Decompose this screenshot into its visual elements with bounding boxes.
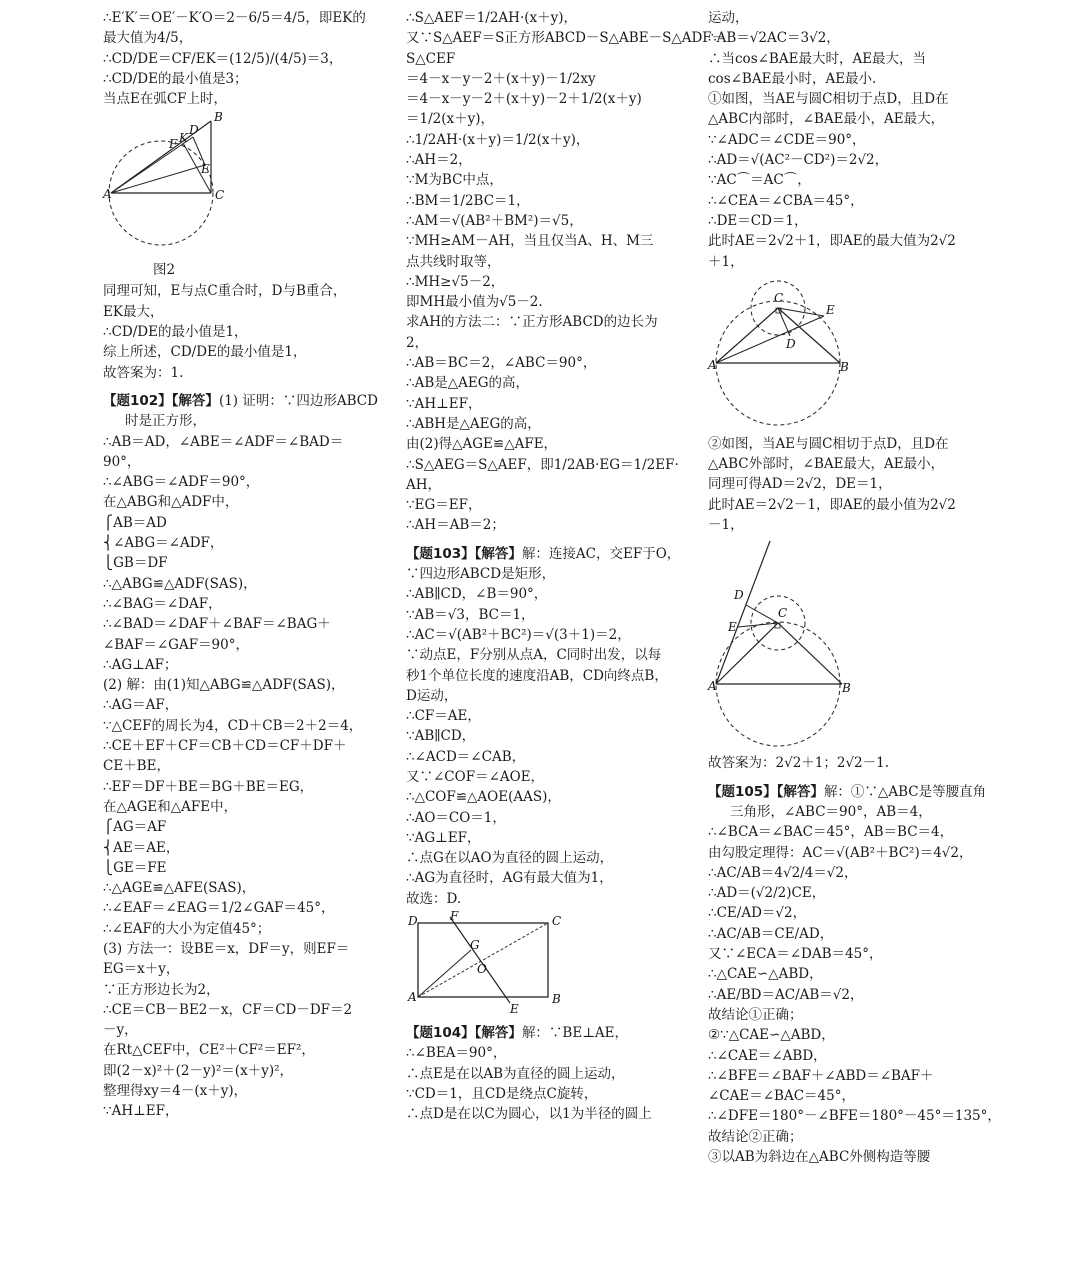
text-line: ∴△CAE∽△ABD，: [708, 966, 823, 983]
text-line: ＋1，: [708, 253, 744, 270]
text-line: ∴AE/BD＝AC/AB＝√2，: [708, 986, 864, 1003]
text-line: ∴当cos∠BAE最大时，AE最大，当: [708, 50, 927, 67]
text-line: ∵∠ADC＝∠CDE＝90°，: [708, 131, 866, 148]
text-line: ∴点D是在以C为圆心，以1为半径的圆上: [406, 1106, 652, 1123]
svg-text:D: D: [786, 336, 796, 351]
text-line: 故答案为：1.: [103, 364, 184, 381]
text-line: ∴AM＝√(AB²＋BM²)＝√5，: [406, 212, 583, 229]
text-line: ⎧AG＝AF: [103, 819, 167, 836]
text-line: ∴AB是△AEG的高，: [406, 375, 530, 392]
text-line: ∴AC＝√(AB²＋BC²)＝√(3＋1)＝2，: [406, 626, 631, 643]
svg-text:E: E: [201, 162, 210, 177]
text-line: ∵AH⊥EF，: [103, 1103, 179, 1120]
text-line: ∴AC/AB＝CE/AD，: [708, 925, 834, 942]
text-line: ∴E′K′＝OE′－K′O＝2－6/5＝4/5，即EK的: [103, 10, 366, 26]
text-line: ②∵△CAE∽△ABD，: [708, 1027, 835, 1044]
question-header: 【题103】【解答】: [406, 545, 522, 562]
svg-text:D: D: [408, 914, 418, 929]
text-line: ∴∠ACD＝∠CAB，: [406, 748, 526, 765]
svg-text:B: B: [214, 110, 223, 125]
text-line: ∵动点E，F分别从点A，C同时出发，以每: [406, 647, 662, 664]
text-line: ∴∠CEA＝∠CBA＝45°，: [708, 192, 864, 209]
text-line: 又∵∠COF＝∠AOE，: [406, 768, 545, 785]
svg-text:A: A: [708, 357, 717, 372]
text-line: ∴∠DFE＝180°－∠BFE＝180°－45°＝135°，: [708, 1108, 1001, 1125]
text-line: ∴S△AEG＝S△AEF，即1/2AB·EG＝1/2EF·: [406, 456, 679, 473]
text-line: 在Rt△CEF中，CE²＋CF²＝EF²，: [103, 1042, 315, 1059]
question-first-line: 解：∵BE⊥AE，: [521, 1025, 629, 1042]
text-line: 秒1个单位长度的速度沿AB，CD向终点B，: [406, 667, 668, 684]
text-line: 时是正方形，: [125, 413, 206, 430]
text-line: ⎩GB＝DF: [103, 555, 168, 572]
text-line: ∵AC⌒＝AC⌒，: [708, 172, 811, 189]
text-line: 此时AE＝2√2＋1，即AE的最大值为2√2: [708, 233, 956, 250]
text-line: ⎨AE＝AE，: [103, 839, 180, 856]
text-line: ∵AB＝√3，BC＝1，: [406, 606, 535, 623]
svg-text:C: C: [552, 914, 562, 929]
text-line: ∴AH＝AB＝2；: [406, 517, 505, 534]
text-line: ∵AB∥CD，: [406, 728, 476, 745]
text-line: ∠BAF＝∠GAF＝90°，: [103, 636, 249, 653]
text-line: ∴∠BFE＝∠BAF＋∠ABD＝∠BAF＋: [708, 1067, 934, 1084]
text-line: ∴∠EAF的大小为定值45°；: [103, 920, 271, 937]
text-line: 点共线时取等，: [406, 253, 501, 270]
svg-text:A: A: [103, 187, 112, 202]
text-line: ∵四边形ABCD是矩形，: [406, 566, 556, 583]
text-line: 同理可知，E与点C重合时，D与B重合，: [103, 283, 347, 300]
text-line: ∴AD＝(√2/2)CE，: [708, 885, 826, 902]
text-line: ∴AB＝√2AC＝3√2，: [708, 30, 840, 47]
text-line: ∴AD＝√(AC²－CD²)＝2√2，: [708, 152, 889, 169]
svg-text:E: E: [826, 302, 835, 317]
text-line: 由勾股定理得：AC＝√(AB²＋BC²)＝4√2，: [708, 844, 973, 861]
text-line: ＝1/2(x＋y)，: [406, 111, 495, 128]
text-line: ∴1/2AH·(x＋y)＝1/2(x＋y)，: [406, 131, 590, 148]
text-line: ∴点G在以AO为直径的圆上运动，: [406, 850, 614, 867]
text-line: ⎨∠ABG＝∠ADF，: [103, 535, 224, 552]
text-line: ∴点E是在以AB为直径的圆上运动，: [406, 1065, 625, 1082]
text-line: ∴AB＝AD，∠ABE＝∠ADF＝∠BAD＝: [103, 433, 344, 450]
svg-text:F: F: [450, 909, 459, 924]
text-line: ∴△COF≌△AOE(AAS)，: [406, 789, 561, 806]
text-line: ＝4－x－y－2＋(x＋y)－2＋1/2(x＋y): [406, 91, 642, 108]
text-line: ⎧AB＝AD: [103, 514, 167, 531]
text-line: －y，: [103, 1022, 138, 1039]
text-line: ∵AG⊥EF，: [406, 829, 481, 846]
text-line: 当点E在弧CF上时，: [103, 91, 228, 108]
svg-text:B: B: [840, 359, 849, 374]
text-line: －1，: [708, 517, 744, 534]
text-line: ∴∠BCA＝∠BAC＝45°，AB＝BC＝4，: [708, 824, 954, 841]
tangent-circle-diagram-1: [708, 278, 858, 428]
text-line: ∵EG＝EF，: [406, 497, 482, 514]
column-1: [103, 8, 381, 1122]
text-line: 又∵∠ECA＝∠DAB＝45°，: [708, 946, 883, 963]
text-line: ∴∠EAF＝∠EAG＝1/2∠GAF＝45°，: [103, 900, 335, 917]
text-line: ∴CD/DE的最小值是3；: [103, 70, 248, 87]
text-line: ②如图，当AE与圆C相切于点D，且D在: [708, 435, 949, 452]
text-line: 即(2－x)²＋(2－y)²＝(x＋y)²，: [103, 1062, 293, 1079]
text-line: ∵CD＝1，且CD是绕点C旋转，: [406, 1085, 598, 1102]
text-line: ∴△ABG≌△ADF(SAS)，: [103, 575, 257, 592]
text-line: ∴AB＝BC＝2，∠ABC＝90°，: [406, 355, 597, 372]
svg-text:C: C: [778, 606, 788, 621]
text-line: △ABC外部时，∠BAE最大，AE最小，: [708, 456, 945, 473]
text-line: 求AH的方法二：∵正方形ABCD的边长为: [406, 314, 658, 331]
text-line: ∴AC/AB＝4√2/4＝√2，: [708, 864, 858, 881]
text-line: ∴EF＝DF＋BE＝BG＋BE＝EG，: [103, 778, 314, 795]
text-line: EG＝x＋y，: [103, 961, 180, 978]
column-2: [406, 8, 726, 1125]
text-line: ∴BM＝1/2BC＝1，: [406, 192, 530, 209]
question-first-line: 解：连接AC，交EF于O，: [521, 545, 681, 562]
figure-2-circle-diagram: [103, 110, 253, 253]
text-line: ∴∠ABG＝∠ADF＝90°，: [103, 474, 260, 491]
answer-line: 故答案为：2√2＋1；2√2－1.: [708, 755, 890, 772]
rectangle-diagram: [406, 909, 566, 1017]
column-3: [708, 8, 1001, 1167]
text-line: 由(2)得△AGE≌△AFE，: [406, 436, 558, 453]
text-line: ∴CD/DE的最小值是1，: [103, 324, 248, 341]
text-line: 2，: [406, 334, 429, 351]
text-line: ∠CAE＝∠BAC＝45°，: [708, 1088, 855, 1105]
text-line: ∵MH≥AM－AH，当且仅当A、H、M三: [406, 233, 654, 250]
text-line: cos∠BAE最小时，AE最小.: [708, 70, 877, 87]
text-line: ∴∠CAE＝∠ABD，: [708, 1047, 827, 1064]
question-105-heading: [708, 782, 985, 802]
text-line: ∴CE＋EF＋CF＝CB＋CD＝CF＋DF＋: [103, 738, 347, 755]
text-line: ∵正方形边长为2，: [103, 981, 220, 998]
text-line: CE＋BE，: [103, 758, 170, 775]
text-line: ∴△AGE≌△AFE(SAS)，: [103, 880, 256, 897]
text-line: D运动，: [406, 687, 458, 704]
question-103-heading: [406, 544, 681, 564]
text-line: EK最大，: [103, 303, 164, 320]
question-header: 【题105】【解答】: [708, 783, 824, 800]
text-line: 最大值为4/5，: [103, 30, 193, 47]
text-line: ∴CF＝AE，: [406, 708, 481, 725]
question-102-heading: [103, 391, 381, 411]
text-line: ∴AG⊥AF；: [103, 656, 178, 673]
text-line: ∴AG＝AF，: [103, 697, 179, 714]
text-line: 故选：D.: [406, 890, 462, 907]
svg-text:E: E: [510, 1002, 519, 1017]
svg-text:A: A: [708, 679, 717, 694]
text-line: 此时AE＝2√2－1，即AE的最小值为2√2: [708, 496, 956, 513]
text-line: ＝4－x－y－2＋(x＋y)－1/2xy: [406, 70, 596, 87]
text-line: ∴S△AEF＝1/2AH·(x＋y)，: [406, 10, 578, 26]
text-line: ∵△CEF的周长为4，CD＋CB＝2＋2＝4，: [103, 717, 363, 734]
svg-text:A: A: [408, 990, 417, 1005]
text-line: 综上所述，CD/DE的最小值是1，: [103, 344, 307, 361]
text-line: ⎩GE＝FE: [103, 859, 167, 876]
text-line: ∴ABH是△AEG的高，: [406, 415, 541, 432]
text-line: 同理可得AD＝2√2，DE＝1，: [708, 476, 892, 493]
svg-text:B: B: [552, 992, 561, 1007]
svg-text:K: K: [179, 131, 188, 146]
text-line: ∴CE＝CB－BE2－x，CF＝CD－DF＝2: [103, 1001, 353, 1018]
question-first-line: 解：①∵△ABC是等腰直角: [823, 783, 987, 800]
text-line: 在△AGE和△AFE中，: [103, 798, 238, 815]
text-line: 整理得xy＝4－(x＋y)，: [103, 1083, 248, 1100]
text-line: 在△ABG和△ADF中，: [103, 494, 239, 511]
text-line: ∴∠BAD＝∠DAF＋∠BAF＝∠BAG＋: [103, 616, 331, 633]
text-line: 运动，: [708, 10, 749, 26]
text-line: △ABC内部时，∠BAE最小，AE最大，: [708, 111, 945, 128]
text-line: ∴CD/DE＝CF/EK＝(12/5)/(4/5)＝3，: [103, 50, 343, 67]
svg-text:O: O: [477, 962, 487, 977]
svg-text:D: D: [734, 588, 744, 603]
text-line: ∴AB∥CD，∠B＝90°，: [406, 586, 548, 603]
figure-caption: 图2: [153, 262, 176, 279]
text-line: ∴CE/AD＝√2，: [708, 905, 807, 922]
text-line: ①如图，当AE与圆C相切于点D，且D在: [708, 91, 949, 108]
text-line: 故结论②正确；: [708, 1128, 803, 1145]
svg-text:F: F: [169, 137, 178, 152]
text-line: 故结论①正确；: [708, 1006, 803, 1023]
text-line: ∴AG为直径时，AG有最大值为1，: [406, 870, 613, 887]
question-header: 【题102】【解答】: [103, 392, 219, 409]
svg-text:C: C: [774, 290, 784, 305]
text-line: ∴∠BEA＝90°，: [406, 1045, 507, 1062]
svg-text:D: D: [189, 123, 199, 138]
text-line: 三角形，∠ABC＝90°，AB＝4，: [730, 803, 932, 820]
text-line: ③以AB为斜边在△ABC外侧构造等腰: [708, 1148, 931, 1165]
text-line: (2) 解：由(1)知△ABG≌△ADF(SAS)，: [103, 677, 345, 694]
question-first-line: (1) 证明：∵四边形ABCD: [218, 392, 378, 409]
text-line: AH，: [406, 476, 442, 493]
text-line: ∵M为BC中点，: [406, 172, 503, 189]
text-line: 即MH最小值为√5－2.: [406, 294, 543, 311]
text-line: ∵AH⊥EF，: [406, 395, 482, 412]
text-line: ∴DE＝CD＝1，: [708, 212, 808, 229]
svg-text:G: G: [470, 938, 480, 953]
text-line: ∴AO＝CO＝1，: [406, 809, 506, 826]
question-header: 【题104】【解答】: [406, 1025, 522, 1042]
text-line: (3) 方法一：设BE＝x，DF＝y，则EF＝: [103, 940, 350, 957]
text-line: ∴MH≥√5－2，: [406, 273, 505, 290]
text-line: ∴∠BAG＝∠DAF，: [103, 595, 222, 612]
text-line: ∴AH＝2，: [406, 152, 472, 169]
text-line: 90°，: [103, 453, 141, 470]
svg-text:E: E: [728, 620, 737, 635]
question-104-heading: [406, 1023, 681, 1043]
text-line: 又∵S△AEF＝S正方形ABCD－S△ABE－S△ADF－: [406, 30, 726, 47]
text-line: S△CEF: [406, 50, 456, 67]
tangent-circle-diagram-2: [708, 541, 858, 747]
svg-text:B: B: [842, 681, 851, 696]
svg-text:C: C: [215, 188, 225, 203]
